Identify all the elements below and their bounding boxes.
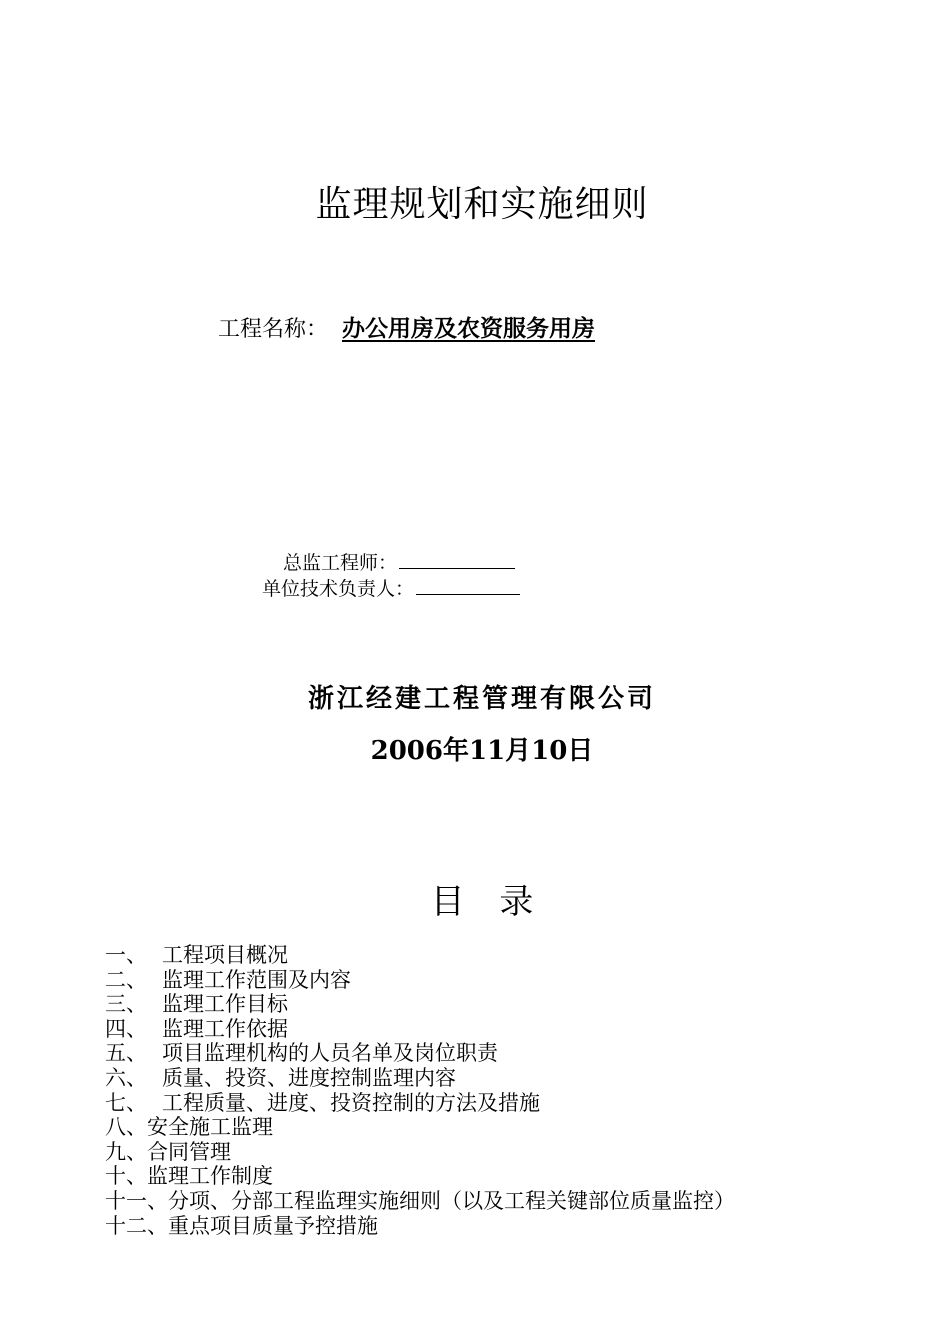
toc-item-text: 重点项目质量予控措施 bbox=[168, 1213, 378, 1238]
toc-item bbox=[105, 1115, 735, 1140]
toc-item bbox=[105, 1066, 735, 1091]
chief-engineer-label: 总监工程师： bbox=[283, 552, 398, 574]
toc-item bbox=[105, 1041, 735, 1066]
toc-item-text: 合同管理 bbox=[147, 1139, 231, 1164]
toc-title: 目 录 bbox=[430, 882, 534, 922]
toc-item bbox=[105, 992, 735, 1017]
chief-engineer-signature-blank bbox=[399, 550, 515, 569]
toc-item bbox=[105, 1091, 735, 1116]
toc-item-number: 十一、 bbox=[105, 1188, 168, 1213]
toc-item-number: 六、 bbox=[105, 1065, 147, 1090]
toc-item-number: 二、 bbox=[105, 967, 147, 992]
toc-item bbox=[105, 968, 735, 993]
toc-item-text: 监理工作目标 bbox=[162, 992, 288, 1017]
toc-item bbox=[105, 943, 735, 968]
toc-item-number: 三、 bbox=[105, 992, 147, 1017]
toc-item bbox=[105, 1017, 735, 1042]
toc-item bbox=[105, 1164, 735, 1189]
toc-item-text: 监理工作依据 bbox=[162, 1016, 288, 1041]
toc-item-number: 九、 bbox=[105, 1139, 147, 1164]
toc-item-number: 十二、 bbox=[105, 1213, 168, 1238]
toc-item-text: 监理工作制度 bbox=[147, 1164, 273, 1189]
toc-item-text: 工程项目概况 bbox=[162, 943, 288, 967]
toc-item-number: 四、 bbox=[105, 1016, 147, 1041]
toc-item-number: 七、 bbox=[105, 1090, 147, 1115]
toc-item-text: 项目监理机构的人员名单及岗位职责 bbox=[162, 1041, 498, 1066]
project-name-label: 工程名称： bbox=[218, 317, 329, 342]
toc-item-text: 质量、投资、进度控制监理内容 bbox=[162, 1065, 456, 1090]
toc-item-text: 安全施工监理 bbox=[147, 1115, 273, 1140]
toc-item bbox=[105, 1140, 735, 1165]
toc-item-number: 一、 bbox=[105, 943, 147, 967]
project-name-value: 办公用房及农资服务用房 bbox=[342, 315, 596, 342]
toc-item-text: 监理工作范围及内容 bbox=[162, 967, 351, 992]
tech-lead-label: 单位技术负责人： bbox=[262, 578, 415, 600]
toc-item-text: 工程质量、进度、投资控制的方法及措施 bbox=[162, 1090, 540, 1115]
toc-item-text: 分项、分部工程监理实施细则（以及工程关键部位质量监控） bbox=[168, 1188, 735, 1213]
tech-lead-signature-blank bbox=[416, 576, 520, 595]
chief-engineer-signature-line bbox=[283, 548, 515, 575]
company-name: 浙江经建工程管理有限公司 bbox=[307, 684, 656, 714]
toc-list bbox=[105, 943, 735, 1238]
project-name-line bbox=[218, 310, 619, 343]
tech-lead-signature-line bbox=[262, 574, 520, 601]
document-title: 监理规划和实施细则 bbox=[315, 184, 649, 225]
toc-item-number: 五、 bbox=[105, 1041, 147, 1066]
toc-item-number: 八、 bbox=[105, 1115, 147, 1140]
toc-item-number: 十、 bbox=[105, 1164, 147, 1189]
document-date: 2006年11月10日 bbox=[370, 736, 594, 766]
toc-item bbox=[105, 1214, 735, 1239]
toc-item bbox=[105, 1189, 735, 1214]
